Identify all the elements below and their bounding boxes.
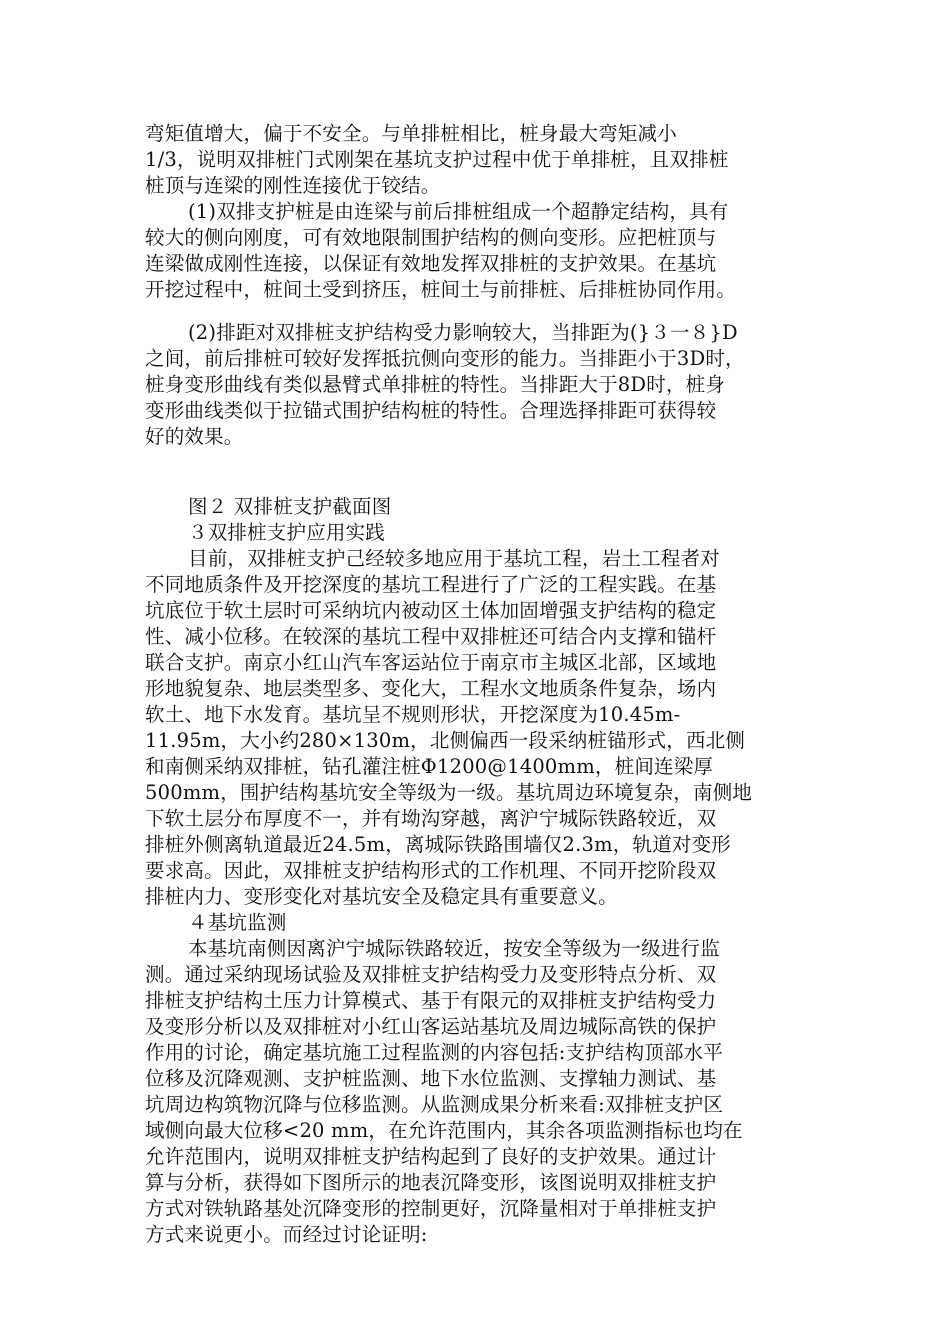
- paragraph-line: 测。通过采纳现场试验及双排桩支护结构受力及变形特点分析、双: [145, 963, 717, 986]
- paragraph-line: 作用的讨论，确定基坑施工过程监测的内容包括:支护结构顶部水平: [145, 1041, 724, 1064]
- paragraph-line: 排桩支护结构土压力计算模式、基于有限元的双排桩支护结构受力: [145, 989, 717, 1012]
- paragraph-line: 联合支护。南京小红山汽车客运站位于南京市主城区北部，区域地: [145, 651, 717, 674]
- paragraph-line: (1)双排支护桩是由连梁与前后排桩组成一个超静定结构，具有: [188, 200, 729, 223]
- paragraph-line: 位移及沉降观测、支护桩监测、地下水位监测、支撑轴力测试、基: [145, 1067, 717, 1090]
- paragraph-line: (2)排距对双排桩支护结构受力影响较大，当排距为(}３一８}D: [188, 321, 738, 344]
- paragraph-line: 排桩内力、变形变化对基坑安全及稳定具有重要意义。: [145, 885, 618, 908]
- paragraph-line: 形地貌复杂、地层类型多、变化大，工程水文地质条件复杂，场内: [145, 677, 717, 700]
- paragraph-line: 目前，双排桩支护己经较多地应用于基坑工程，岩土工程者对: [188, 547, 720, 570]
- paragraph-line: 性、减小位移。在较深的基坑工程中双排桩还可结合内支撑和锚杆: [145, 625, 717, 648]
- paragraph-line: 连梁做成刚性连接，以保证有效地发挥双排桩的支护效果。在基坑: [145, 252, 717, 275]
- paragraph-line: 域侧向最大位移<20 mm，在允许范围内，其余各项监测指标也均在: [145, 1119, 743, 1142]
- paragraph-line: 下软土层分布厚度不一，并有坳沟穿越，离沪宁城际铁路较近，双: [145, 807, 717, 830]
- paragraph-line: 较大的侧向刚度，可有效地限制围护结构的侧向变形。应把桩顶与: [145, 226, 717, 249]
- paragraph-line: 桩身变形曲线有类似悬臂式单排桩的特性。当排距大于8D时，桩身: [145, 373, 726, 396]
- paragraph-line: 坑周边构筑物沉降与位移监测。从监测成果分析来看:双排桩支护区: [145, 1093, 724, 1116]
- paragraph-line: 之间，前后排桩可较好发挥抵抗侧向变形的能力。当排距小于3D时，: [145, 347, 745, 370]
- paragraph-line: 软土、地下水发育。基坑呈不规则形状，开挖深度为10.45m-: [145, 703, 681, 726]
- paragraph-line: 本基坑南侧因离沪宁城际铁路较近，按安全等级为一级进行监: [188, 937, 720, 960]
- figure-caption: 图２ 双排桩支护截面图: [188, 495, 392, 518]
- paragraph-line: 变形曲线类似于拉锚式围护结构桩的特性。合理选择排距可获得较: [145, 399, 717, 422]
- paragraph-line: 及变形分析以及双排桩对小红山客运站基坑及周边城际高铁的保护: [145, 1015, 717, 1038]
- paragraph-line: 要求高。因此，双排桩支护结构形式的工作机理、不同开挖阶段双: [145, 859, 717, 882]
- paragraph-line: 开挖过程中，桩间土受到挤压，桩间土与前排桩、后排桩协同作用。: [145, 278, 737, 301]
- paragraph-line: 方式对铁轨路基处沉降变形的控制更好，沉降量相对于单排桩支护: [145, 1197, 717, 1220]
- paragraph-line: 1/3，说明双排桩门式刚架在基坑支护过程中优于单排桩，且双排桩: [145, 148, 729, 171]
- paragraph-line: 桩顶与连梁的刚性连接优于铰结。: [145, 174, 441, 197]
- paragraph-line: 算与分析，获得如下图所示的地表沉降变形，该图说明双排桩支护: [145, 1171, 717, 1194]
- paragraph-line: 方式来说更小。而经过讨论证明:: [145, 1223, 428, 1246]
- paragraph-line: 排桩外侧离轨道最近24.5m，离城际铁路围墙仅2.3m，轨道对变形: [145, 833, 732, 856]
- paragraph-line: 不同地质条件及开挖深度的基坑工程进行了广泛的工程实践。在基: [145, 573, 717, 596]
- paragraph-line: 好的效果。: [145, 425, 244, 448]
- section-heading: ３双排桩支护应用实践: [188, 521, 386, 544]
- paragraph-line: 允许范围内，说明双排桩支护结构起到了良好的支护效果。通过计: [145, 1145, 717, 1168]
- paragraph-line: 11.95m，大小约280×130m，北侧偏西一段采纳桩锚形式，西北侧: [145, 729, 746, 752]
- paragraph-line: 和南侧采纳双排桩，钻孔灌注桩Φ1200@1400mm，桩间连梁厚: [145, 755, 714, 778]
- section-heading: ４基坑监测: [188, 911, 287, 934]
- paragraph-line: 弯矩值增大，偏于不安全。与单排桩相比，桩身最大弯矩减小: [145, 122, 677, 145]
- paragraph-line: 坑底位于软土层时可采纳坑内被动区土体加固增强支护结构的稳定: [145, 599, 717, 622]
- paragraph-line: 500mm，围护结构基坑安全等级为一级。基坑周边环境复杂，南侧地: [145, 781, 753, 804]
